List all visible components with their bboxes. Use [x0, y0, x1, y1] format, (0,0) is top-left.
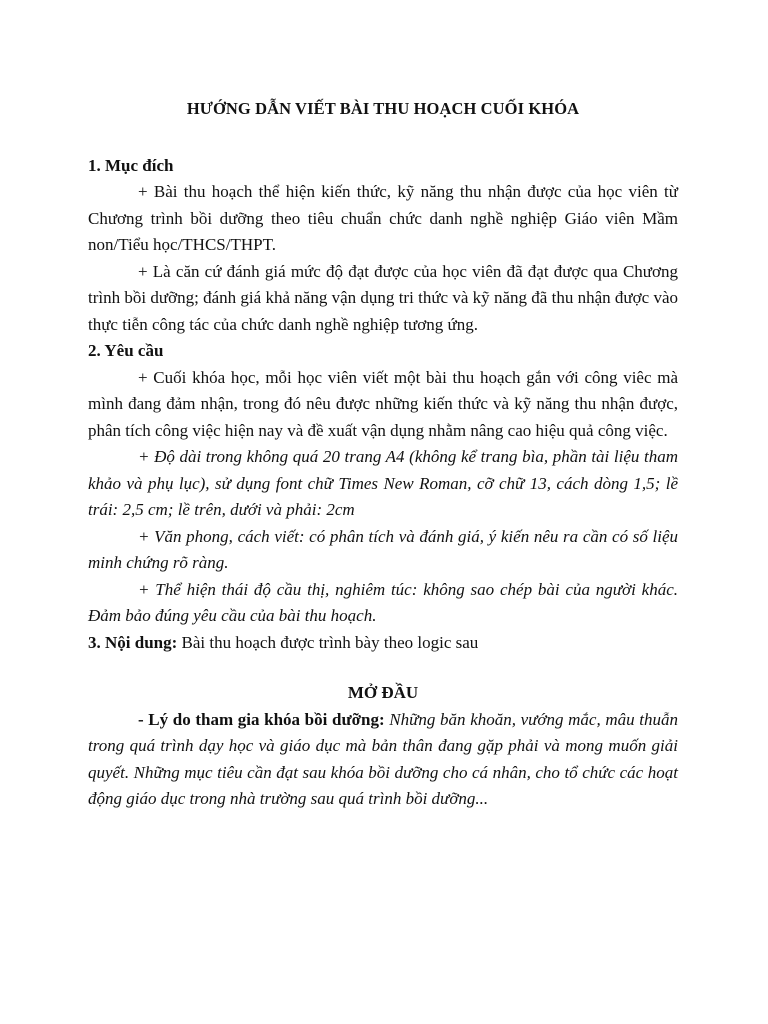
document-body [88, 96, 678, 813]
section-heading-requirements: 2. Yêu cầu [88, 341, 164, 360]
requirements-paragraph-4: + Thể hiện thái độ cầu thị, nghiêm túc: không sao chép bài của người khác. Đảm bảo đúng yêu cầu của bài thu hoạch. [88, 579, 678, 625]
section-heading-purpose: 1. Mục đích [88, 155, 174, 175]
document-title: HƯỚNG DẪN VIẾT BÀI THU HOẠCH CUỐI KHÓA [186, 99, 580, 118]
purpose-paragraph-2: + Là căn cứ đánh giá mức độ đạt được của học viên đã đạt được qua Chương trình bồi dưỡng; đánh giá khả năng vận dụng tri thức và kỹ năng đã thu nhận được vào thực tiễn công tác của chức danh nghề nghiệp tương ứng. [88, 261, 678, 334]
intro-text: Những băn khoăn, vướng mắc, mâu thuẫn trong quá trình dạy học và giáo dục mà bản thân đang gặp phải và mong muốn giải quyết. Những mục tiêu cần đạt sau khóa bồi dưỡng cho cá nhân, cho tổ chức các hoạt động giáo dục trong nhà trường sau quá trình bồi dưỡng... [88, 709, 678, 808]
purpose-paragraph-1: + Bài thu hoạch thể hiện kiến thức, kỹ năng thu nhận được của học viên từ Chương trình bồi dưỡng theo tiêu chuẩn chức danh nghề nghiệp Giáo viên Mầm non/Tiểu học/THCS/THPT. [88, 182, 678, 254]
requirements-paragraph-1: + Cuối khóa học, mỗi học viên viết một bài thu hoạch gắn với công viêc mà mình đang đảm nhận, trong đó nêu được những kiến thức và kỹ năng thu nhận được, phân tích công việc hiện nay và đề xuất vận dụng nhằm nâng cao hiệu quả công việc. [88, 367, 678, 440]
content-heading-text: Bài thu hoạch được trình bày theo logic sau [177, 632, 479, 652]
requirements-paragraph-3: + Văn phong, cách viết: có phân tích và đánh giá, ý kiến nêu ra cần có số liệu minh chứng rõ ràng. [88, 526, 678, 572]
intro-title: MỞ ĐẦU [347, 683, 419, 702]
requirements-paragraph-2: + Độ dài trong không quá 20 trang A4 (không kể trang bìa, phần tài liệu tham khảo và phụ lục), sử dụng font chữ Times New Roman, cỡ chữ 13, cách dòng 1,5; lề trái: 2,5 cm; lề trên, dưới và phải: 2cm [88, 447, 678, 519]
content-heading-label: 3. Nội dung: [88, 632, 178, 652]
intro-paragraph [88, 707, 678, 813]
section-heading-content [88, 630, 678, 657]
intro-lead: - Lý do tham gia khóa bồi dưỡng: [138, 709, 385, 729]
